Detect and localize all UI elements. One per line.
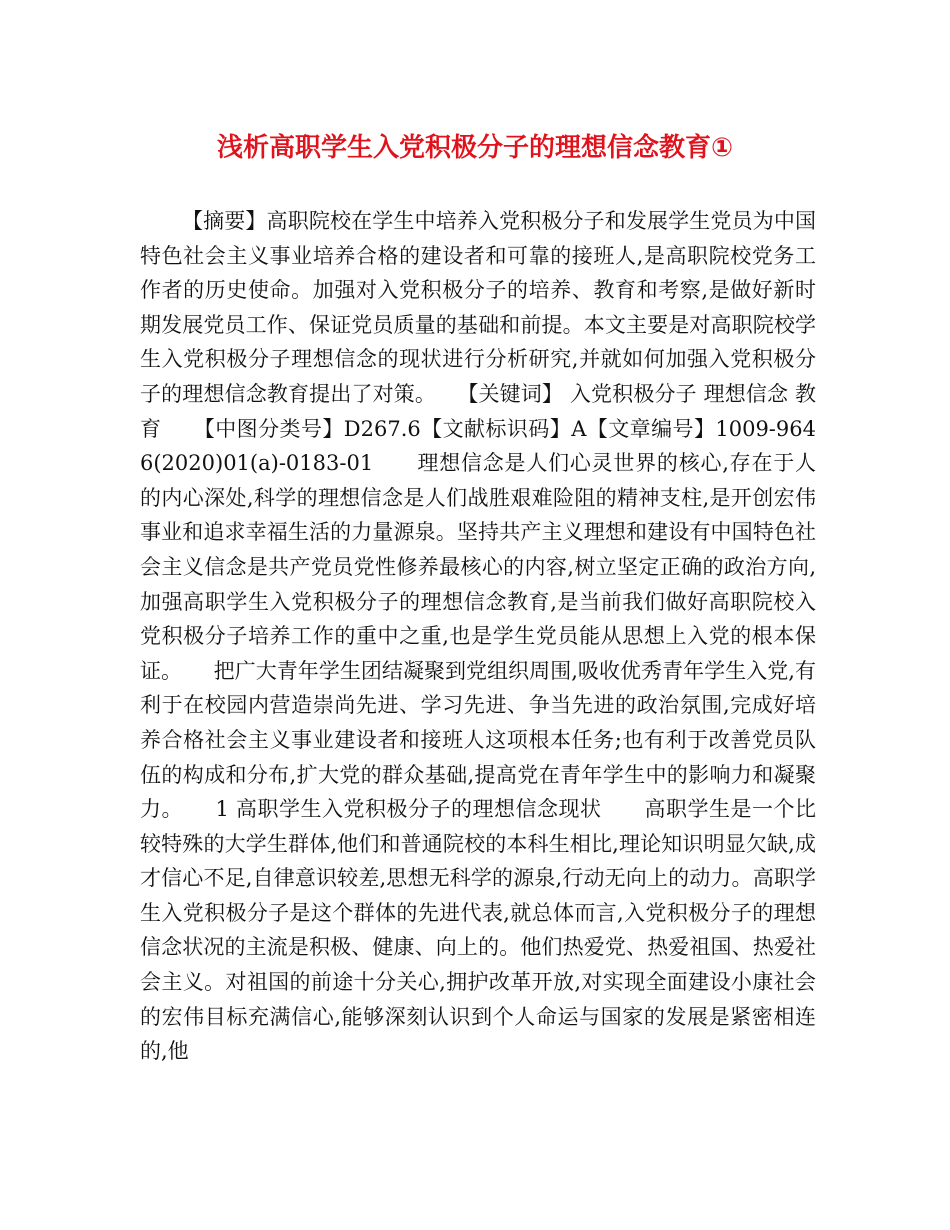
document-title: 浅析高职学生入党积极分子的理想信念教育① [216,133,733,163]
document-body: 【摘要】高职院校在学生中培养入党积极分子和发展学生党员为中国特色社会主义事业培养合格的建设者和可靠的接班人,是高职院校党务工作者的历史使命。加强对入党积极分子的培养、教育和考察,是做好新时期发展党员工作、保证党员质量的基础和前提。本文主要是对高职院校学生入党积极分子理想信念的现状进行分析研究,并就如何加强入党积极分子的理想信念教育提出了对策。 【关键词】 入党积极分子 理想信念 教育 【中图分类号】D267.6【文献标识码】A【文章编号】1009-9646(2020)01(a)-0183-01 理想信念是人们心灵世界的核心,存在于人的内心深处,科学的理想信念是人们战胜艰难险阻的精神支柱,是开创宏伟事业和追求幸福生活的力量源泉。坚持共产主义理想和建设有中国特色社会主义信念是共产党员党性修养最核心的内容,树立坚定正确的政治方向,加强高职学生入党积极分子的理想信念教育,是当前我们做好高职院校入党积极分子培养工作的重中之重,也是学生党员能从思想上入党的根本保证。 把广大青年学生团结凝聚到党组织周围,吸收优秀青年学生入党,有利于在校园内营造崇尚先进、学习先进、争当先进的政治氛围,完成好培养合格社会主义事业建设者和接班人这项根本任务;也有利于改善党员队伍的构成和分布,扩大党的群众基础,提高党在青年学生中的影响力和凝聚力。 1 高职学生入党积极分子的理想信念现状 高职学生是一个比较特殊的大学生群体,他们和普通院校的本科生相比,理论知识明显欠缺,成才信心不足,自律意识较差,思想无科学的源泉,行动无向上的动力。高职学生入党积极分子是这个群体的先进代表,就总体而言,入党积极分子的理想信念状况的主流是积极、健康、向上的。他们热爱党、热爱祖国、热爱社会主义。对祖国的前途十分关心,拥护改革开放,对实现全面建设小康社会的宏伟目标充满信心,能够深刻认识到个人命运与国家的发展是紧密相连的,他 [140,209,816,1064]
